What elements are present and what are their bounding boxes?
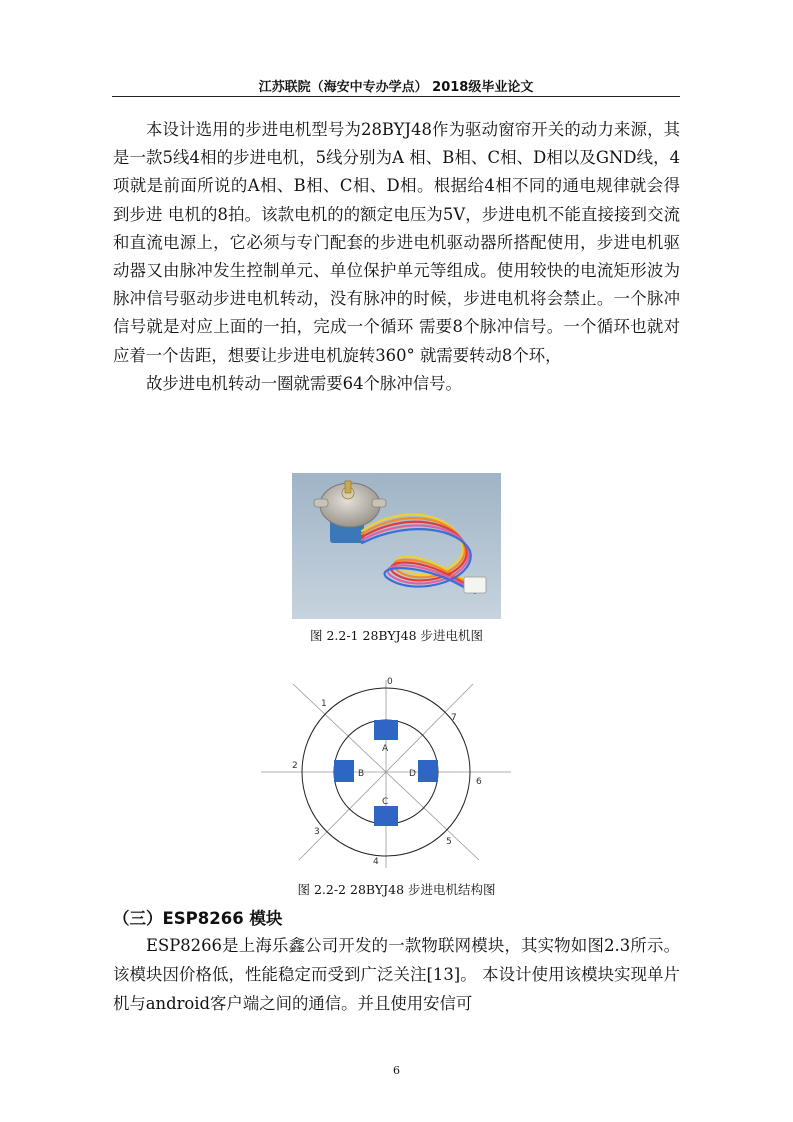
running-header: 江苏联院（海安中专办学点） 2018级毕业论文 bbox=[258, 80, 534, 95]
label-6: 6 bbox=[476, 777, 482, 787]
label-3: 3 bbox=[314, 827, 320, 837]
figure-caption-2: 图 2.2-2 28BYJ48 步进电机结构图 bbox=[297, 882, 496, 897]
label-0: 0 bbox=[387, 677, 393, 687]
pole-a bbox=[374, 720, 398, 740]
label-2: 2 bbox=[292, 761, 298, 771]
label-b: B bbox=[358, 769, 365, 779]
label-7: 7 bbox=[451, 713, 457, 723]
body-text bbox=[113, 116, 680, 398]
label-a: A bbox=[382, 744, 389, 754]
pole-c bbox=[374, 806, 398, 826]
label-c: C bbox=[382, 797, 389, 807]
stepper-motor-structure-diagram bbox=[261, 672, 511, 877]
label-d: D bbox=[409, 769, 416, 779]
label-4: 4 bbox=[373, 857, 379, 867]
pole-d bbox=[418, 760, 438, 782]
page-number: 6 bbox=[393, 1064, 400, 1077]
section-heading: （三）ESP8266 模块 bbox=[113, 909, 283, 928]
stepper-motor-photo bbox=[292, 473, 501, 619]
paragraph-esp8266: ESP8266是上海乐鑫公司开发的一款物联网模块，其实物如图2.3所示。 该模块因价格低，性能稳定而受到广泛关注[13]。 本设计使用该模块实现单片机与android客户端之间的通信。并且使用安信可 bbox=[113, 936, 680, 1013]
label-1: 1 bbox=[321, 699, 327, 709]
figure-caption-1: 图 2.2-1 28BYJ48 步进电机图 bbox=[309, 628, 484, 643]
section-body bbox=[113, 931, 680, 1018]
paragraph-pulse-count: 故步进电机转动一圈就需要64个脉冲信号。 bbox=[146, 373, 462, 393]
paragraph-stepper-motor: 本设计选用的步进电机型号为28BYJ48作为驱动窗帘开关的动力来源，其是一款5线4相的步进电机，5线分别为A 相、B相、C相、D相以及GND线，4项就是前面所说的A相、B相、C相、D相。根据给4相不同的通电规律就会得到步进 电机的8拍。该款电机的的额定电压为5V，步进电机不能直接接到交流和直流电源上，它必须与专门配套的步进电机驱动器所搭配使用，步进电机驱动器又由脉冲发生控制单元、单位保护单元等组成。使用较快的电流矩形波为脉冲信号驱动步进电机转动，没有脉冲的时候，步进电机将会禁止。一个脉冲信号就是对应上面的一拍，完成一个循环 需要8个脉冲信号。一个循环也就对应着一个齿距，想要让步进电机旋转360° 就需要转动8个环， bbox=[113, 120, 680, 365]
pole-b bbox=[334, 760, 354, 782]
label-5: 5 bbox=[446, 837, 452, 847]
header-rule bbox=[112, 96, 680, 97]
